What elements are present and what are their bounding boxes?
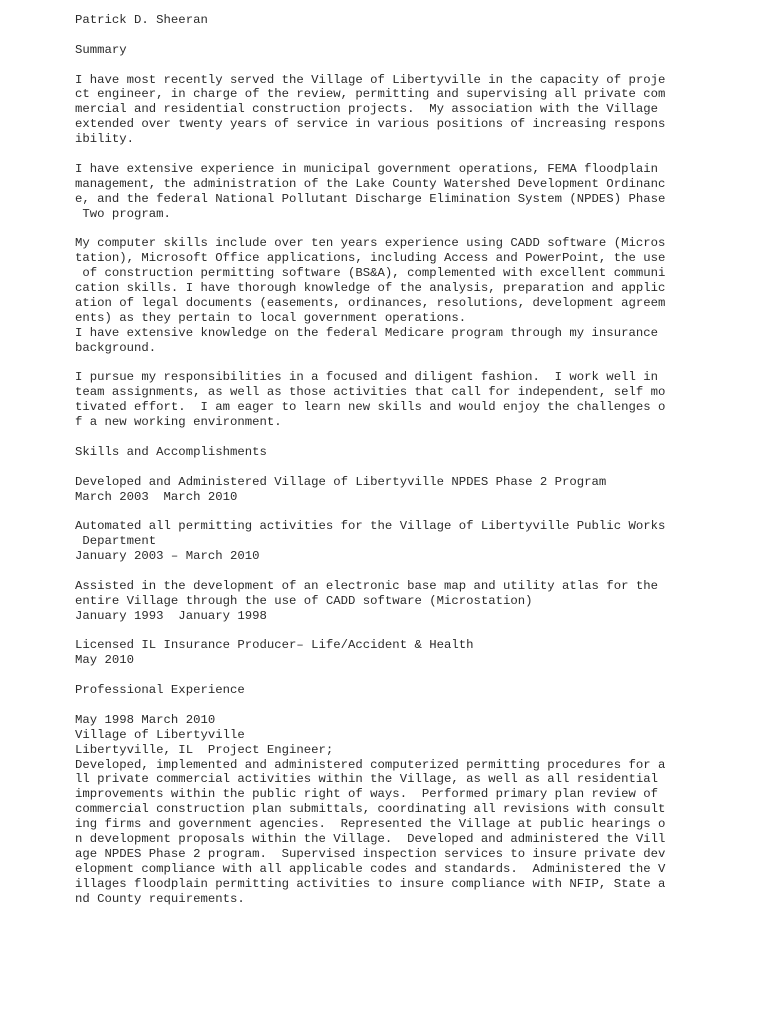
skill-1 (75, 475, 755, 505)
text-line: ibility. (75, 132, 135, 147)
text-line: I pursue my responsibilities in a focused and diligent fashion. I work well in (75, 370, 658, 385)
text-line: elopment compliance with all applicable codes and standards. Administered the V (75, 861, 666, 876)
experience-1 (75, 713, 755, 907)
text-line: Two program. (75, 206, 171, 221)
text-line: ll private commercial activities within the Village, as well as all residential (75, 772, 658, 787)
text-line: My computer skills include over ten years experience using CADD software (Micros (75, 236, 666, 251)
paragraph-gap (75, 58, 755, 73)
text-line: nd County requirements. (75, 891, 245, 906)
text-line: ing firms and government agencies. Represented the Village at public hearings o (75, 817, 666, 832)
text-line: management, the administration of the Lake County Watershed Development Ordinanc (75, 176, 666, 191)
text-line: I have extensive knowledge on the federal Medicare program through my insurance (75, 325, 658, 340)
text-line: Libertyville, IL Project Engineer; (75, 742, 334, 757)
paragraph-gap (75, 668, 755, 683)
text-line: Professional Experience (75, 683, 245, 698)
skills-heading (75, 445, 755, 460)
summary-p3 (75, 236, 755, 355)
summary-p1 (75, 73, 755, 147)
text-line: tation), Microsoft Office applications, including Access and PowerPoint, the use (75, 251, 666, 266)
resume-page (75, 13, 755, 906)
paragraph-gap (75, 564, 755, 579)
text-line: f a new working environment. (75, 415, 282, 430)
text-line: Assisted in the development of an electronic base map and utility atlas for the (75, 578, 658, 593)
text-line: tivated effort. I am eager to learn new skills and would enjoy the challenges o (75, 400, 666, 415)
text-line: I have most recently served the Village of Libertyville in the capacity of proje (75, 72, 666, 87)
experience-heading (75, 683, 755, 698)
text-line: ation of legal documents (easements, ordinances, resolutions, development agreem (75, 295, 666, 310)
text-line: team assignments, as well as those activities that call for independent, self mo (75, 385, 666, 400)
text-line: entire Village through the use of CADD software (Microstation) (75, 593, 533, 608)
summary-p4 (75, 370, 755, 430)
text-line: Summary (75, 42, 127, 57)
summary-p2 (75, 162, 755, 222)
skill-4 (75, 638, 755, 668)
paragraph-gap (75, 147, 755, 162)
text-line: Developed, implemented and administered computerized permitting procedures for a (75, 757, 666, 772)
text-line: ct engineer, in charge of the review, permitting and supervising all private com (75, 87, 666, 102)
text-line: n development proposals within the Village. Developed and administered the Vill (75, 831, 666, 846)
text-line: e, and the federal National Pollutant Discharge Elimination System (NPDES) Phase (75, 191, 666, 206)
text-line: Skills and Accomplishments (75, 444, 267, 459)
skill-3 (75, 579, 755, 624)
text-line: May 2010 (75, 653, 135, 668)
text-line: of construction permitting software (BS&A), complemented with excellent communi (75, 266, 666, 281)
text-line: Licensed IL Insurance Producer– Life/Accident & Health (75, 638, 474, 653)
text-line: background. (75, 340, 157, 355)
text-line: Department (75, 534, 157, 549)
text-line: extended over twenty years of service in various positions of increasing respons (75, 117, 666, 132)
text-line: Developed and Administered Village of Libertyville NPDES Phase 2 Program (75, 474, 607, 489)
paragraph-gap (75, 221, 755, 236)
text-line: I have extensive experience in municipal government operations, FEMA floodplain (75, 161, 658, 176)
text-line: Village of Libertyville (75, 727, 245, 742)
header (75, 13, 755, 28)
paragraph-gap (75, 430, 755, 445)
text-line: illages floodplain permitting activities to insure compliance with NFIP, State a (75, 876, 666, 891)
paragraph-gap (75, 460, 755, 475)
text-line: January 2003 – March 2010 (75, 549, 260, 564)
text-line: Automated all permitting activities for the Village of Libertyville Public Works (75, 519, 666, 534)
text-line: March 2003 March 2010 (75, 489, 238, 504)
text-line: cation skills. I have thorough knowledge of the analysis, preparation and applic (75, 281, 666, 296)
text-line: ents) as they pertain to local government operations. (75, 310, 467, 325)
paragraph-gap (75, 28, 755, 43)
skill-2 (75, 519, 755, 564)
summary-heading (75, 43, 755, 58)
paragraph-gap (75, 504, 755, 519)
paragraph-gap (75, 355, 755, 370)
text-line: commercial construction plan submittals, coordinating all revisions with consult (75, 802, 666, 817)
text-line: May 1998 March 2010 (75, 712, 216, 727)
text-line: improvements within the public right of ways. Performed primary plan review of (75, 787, 658, 802)
paragraph-gap (75, 698, 755, 713)
text-line: mercial and residential construction projects. My association with the Village (75, 102, 658, 117)
text-line: age NPDES Phase 2 program. Supervised inspection services to insure private dev (75, 846, 666, 861)
text-line: January 1993 January 1998 (75, 608, 267, 623)
paragraph-gap (75, 624, 755, 639)
text-line: Patrick D. Sheeran (75, 13, 208, 27)
